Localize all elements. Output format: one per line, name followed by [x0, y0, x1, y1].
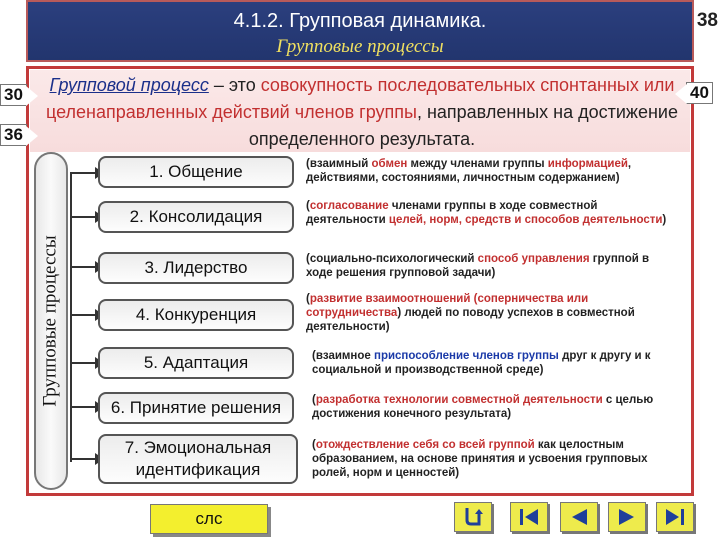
definition-text	[40, 72, 684, 153]
desc-segment: обмен	[371, 158, 408, 170]
first-icon	[517, 506, 541, 528]
side-label-wrap	[34, 152, 68, 490]
process-box-obshchenie[interactable]: 1. Общение	[98, 156, 294, 188]
desc-segment: (социально-психологический	[306, 253, 478, 265]
process-arrow	[72, 172, 96, 174]
desc-segment: (	[306, 293, 310, 305]
process-arrow	[72, 266, 96, 268]
desc-segment: )	[662, 214, 667, 226]
desc-segment: между членами группы	[407, 158, 548, 170]
last-icon	[663, 506, 687, 528]
slide-subtitle: Групповые процессы	[276, 36, 444, 57]
first-button[interactable]	[510, 502, 548, 532]
definition-part2: , направленных на достижение определенного результата.	[248, 102, 678, 149]
desc-segment: (взаимное	[312, 350, 374, 362]
next-button[interactable]	[608, 502, 646, 532]
slide-title: 4.1.2. Групповая динамика.	[233, 10, 487, 32]
desc-segment: с целью достижения конечного результата)	[312, 394, 654, 420]
definition-term: Групповой процесс	[49, 75, 209, 95]
desc-segment: информацией	[547, 158, 628, 170]
desc-segment: как целостным образованием, на основе принятия и усвоения групповых ролей, норм и ценностей)	[312, 439, 648, 479]
process-desc-3	[306, 252, 676, 280]
process-box-liderstvo[interactable]: 3. Лидерство	[98, 252, 294, 284]
process-box-konsolidatsiya[interactable]: 2. Консолидация	[98, 201, 294, 233]
process-desc-2	[306, 199, 676, 227]
desc-segment: отождествление себя со всей группой	[315, 439, 535, 451]
process-desc-1	[306, 157, 676, 185]
link-badge-30[interactable]: 30	[0, 84, 27, 106]
slide-header	[26, 0, 694, 62]
desc-segment: , действиями, состояниями, личностным содержанием)	[306, 158, 632, 184]
return-icon	[461, 506, 485, 528]
process-box-prinyatie-resheniya[interactable]: 6. Принятие решения	[98, 392, 294, 424]
process-box-konkurentsiya[interactable]: 4. Конкуренция	[98, 299, 294, 331]
process-arrow	[72, 458, 96, 460]
process-box-adaptatsiya[interactable]: 5. Адаптация	[98, 347, 294, 379]
prev-icon	[567, 506, 591, 528]
process-desc-7	[312, 438, 668, 480]
desc-segment: способ управления	[477, 253, 590, 265]
desc-segment: (	[312, 439, 316, 451]
process-desc-5	[312, 349, 652, 377]
process-arrow	[72, 216, 96, 218]
process-arrow	[72, 362, 96, 364]
desc-segment: ) людей по поводу успехов в совместной деятельности)	[306, 307, 635, 333]
desc-segment: членами группы в ходе совместной деятельности	[306, 200, 598, 226]
desc-segment: целей, норм, средств и способов деятельности	[388, 214, 663, 226]
definition-dash: – это	[208, 75, 261, 95]
desc-segment: (взаимный	[306, 158, 372, 170]
process-box-emotsionalnaya-identifikatsiya[interactable]: 7. Эмоциональная идентификация	[98, 434, 298, 484]
page-number: 38	[696, 10, 718, 31]
next-icon	[615, 506, 639, 528]
link-badge-40[interactable]: 40	[686, 82, 713, 104]
process-desc-6	[312, 393, 682, 421]
process-desc-4	[306, 292, 676, 334]
last-button[interactable]	[656, 502, 694, 532]
desc-segment: развитие взаимоотношений (соперничества или сотрудничества	[306, 293, 589, 319]
process-arrow	[72, 314, 96, 316]
desc-segment: согласование	[309, 200, 389, 212]
desc-segment: (	[306, 200, 310, 212]
desc-segment: друг к другу и к социальной и производственной среде)	[312, 350, 651, 376]
return-button[interactable]	[454, 502, 492, 532]
desc-segment: (	[312, 394, 316, 406]
slc-button[interactable]: слс	[150, 504, 268, 534]
process-arrow	[72, 406, 96, 408]
definition-part1: совокупность последовательных спонтанных или целенаправленных действий членов группы	[46, 75, 675, 122]
desc-segment: разработка технологии совместной деятельности	[315, 394, 603, 406]
desc-segment: приспособление членов группы	[374, 350, 559, 362]
prev-button[interactable]	[560, 502, 598, 532]
side-label: Групповые процессы	[40, 235, 62, 407]
desc-segment: группой в ходе решения групповой задачи)	[306, 253, 650, 279]
link-badge-36[interactable]: 36	[0, 124, 27, 146]
